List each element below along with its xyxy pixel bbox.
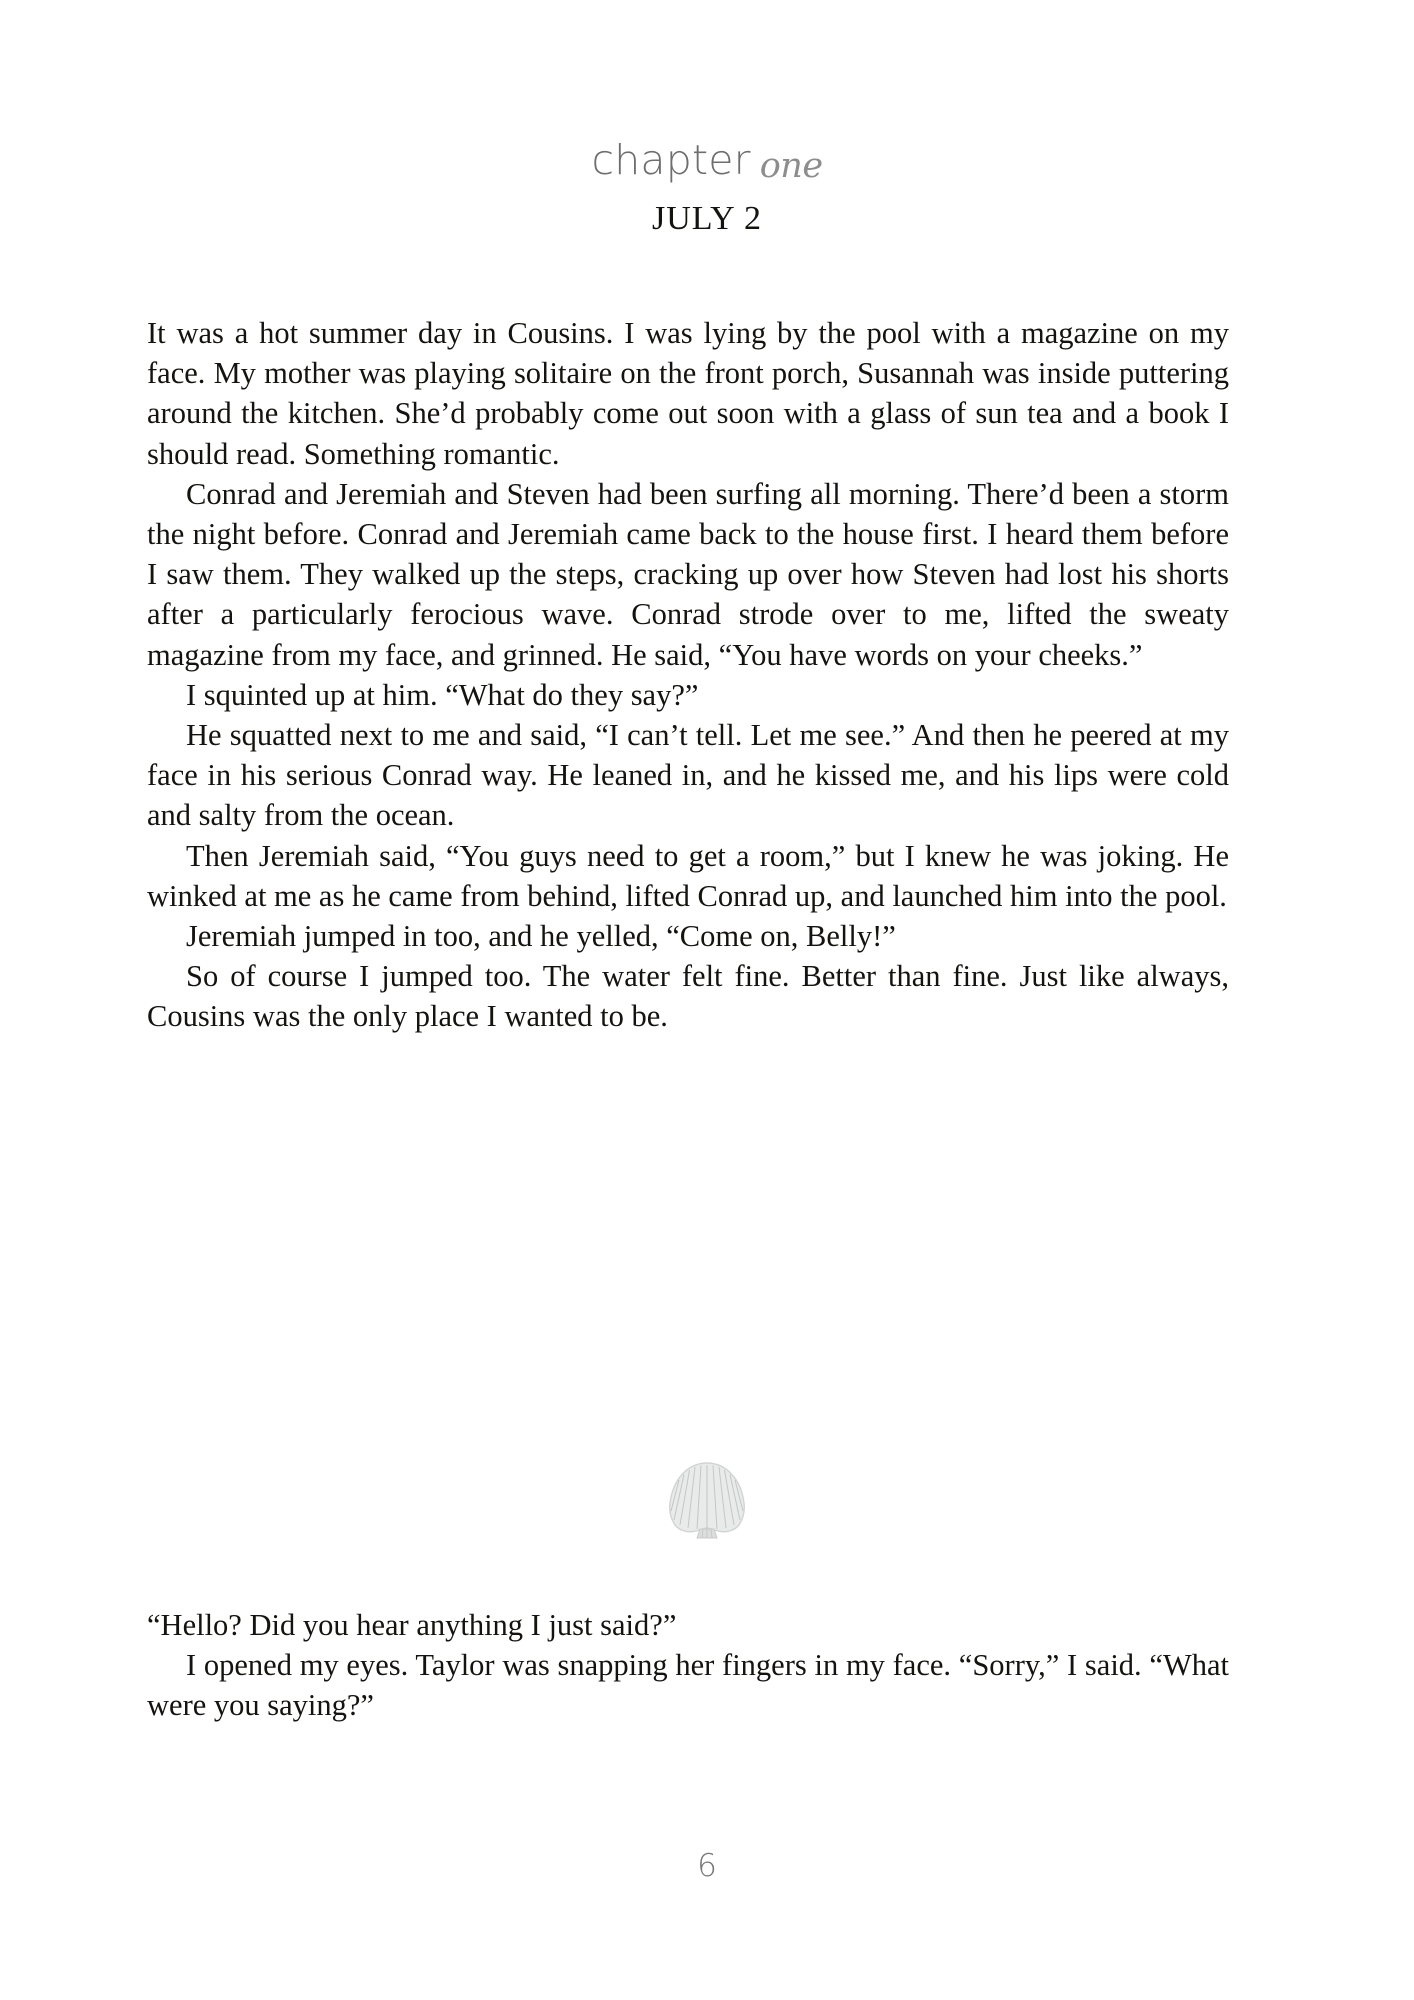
paragraph: Jeremiah jumped in too, and he yelled, “Come on, Belly!” bbox=[186, 919, 896, 954]
scallop-shell-icon bbox=[664, 1459, 750, 1541]
chapter-heading bbox=[0, 136, 1414, 186]
paragraph: Conrad and Jeremiah and Steven had been surfing all morning. There’d been a storm the night before. Conrad and Jeremiah came back to the house first. I heard them before I saw them. They walked up the steps, cracking up over how Steven had lost his shorts after a particularly ferocious wave. Conrad strode over to me, lifted the sweaty magazine from my face, and grinned. He said, “You have words on your cheeks.” bbox=[147, 476, 1229, 672]
paragraph: He squatted next to me and said, “I can’t tell. Let me see.” And then he peered at my face in his serious Conrad way. He leaned in, and he kissed me, and his lips were cold and salty from the ocean. bbox=[147, 718, 1229, 833]
chapter-heading-number: one bbox=[759, 146, 823, 186]
paragraph: I squinted up at him. “What do they say?” bbox=[186, 677, 699, 712]
paragraph: Then Jeremiah said, “You guys need to get a room,” but I knew he was joking. He winked at me as he came from behind, lifted Conrad up, and launched him into the pool. bbox=[147, 838, 1229, 913]
body-text-upper bbox=[147, 313, 1229, 1037]
chapter-heading-word: chapter bbox=[591, 136, 751, 184]
chapter-date: JULY 2 bbox=[652, 200, 762, 237]
body-text-lower bbox=[147, 1605, 1229, 1726]
paragraph: I opened my eyes. Taylor was snapping her fingers in my face. “Sorry,” I said. “What were you saying?” bbox=[147, 1648, 1229, 1723]
page-number: 6 bbox=[697, 1848, 717, 1884]
paragraph: So of course I jumped too. The water felt fine. Better than fine. Just like always, Cousins was the only place I wanted to be. bbox=[147, 959, 1229, 1034]
paragraph: “Hello? Did you hear anything I just said?” bbox=[147, 1608, 677, 1642]
scallop-shell-ornament bbox=[0, 1459, 1414, 1541]
paragraph: It was a hot summer day in Cousins. I was lying by the pool with a magazine on my face. My mother was playing solitaire on the front porch, Susannah was inside puttering around the kitchen. She’d probably come out soon with a glass of sun tea and a book I should read. Something romantic. bbox=[147, 316, 1229, 471]
